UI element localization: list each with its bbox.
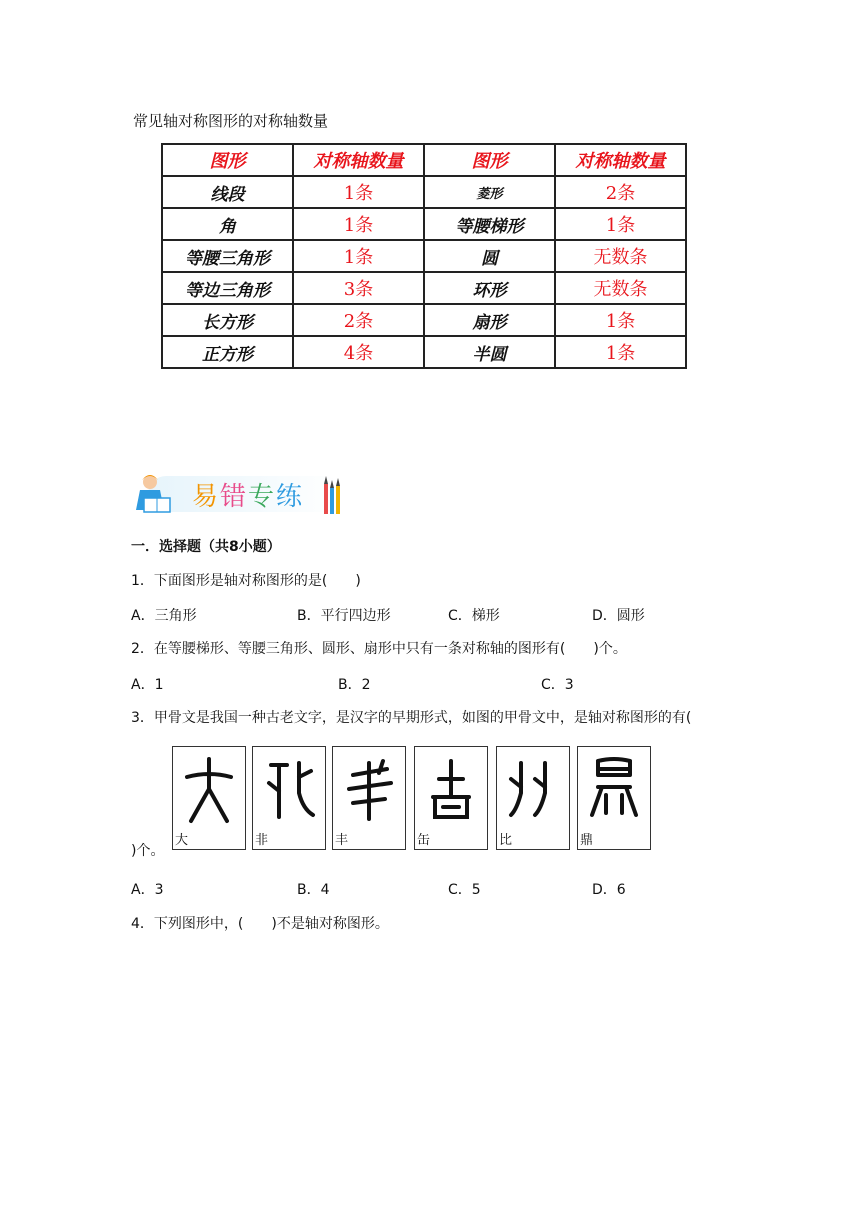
question-2: 2．在等腰梯形、等腰三角形、圆形、扇形中只有一条对称轴的图形有( )个。 (131, 641, 627, 657)
table-row (162, 240, 686, 272)
glyph-card (252, 746, 326, 850)
glyph-label: 缶 (417, 833, 431, 848)
table-row (162, 304, 686, 336)
axis-count: 2条 (555, 176, 686, 208)
banner-char: 错 (220, 482, 249, 512)
section-heading: 一．选择题（共8小题） (131, 539, 281, 555)
practice-banner (130, 470, 342, 518)
q1-option-c[interactable]: C．梯形 (448, 608, 500, 624)
q3-option-d[interactable]: D．6 (592, 882, 626, 898)
header-cell: 对称轴数量 (555, 144, 686, 176)
question-4: 4．下列图形中，( )不是轴对称图形。 (131, 916, 389, 932)
shape-name: 角 (162, 208, 293, 240)
glyph-label: 非 (255, 833, 269, 848)
question-1: 1．下面图形是轴对称图形的是( ) (131, 573, 361, 589)
glyph-card (414, 746, 488, 850)
glyph-fei-icon (259, 753, 319, 827)
axis-count: 1条 (555, 208, 686, 240)
axis-count: 无数条 (555, 272, 686, 304)
shape-name: 环形 (424, 272, 555, 304)
shape-name: 菱形 (424, 176, 555, 208)
glyph-card (577, 746, 651, 850)
glyph-label: 丰 (335, 833, 349, 848)
shape-name: 等边三角形 (162, 272, 293, 304)
axis-count: 2条 (293, 304, 424, 336)
shape-name: 半圆 (424, 336, 555, 368)
q1-option-a[interactable]: A．三角形 (131, 608, 197, 624)
axis-count: 1条 (555, 304, 686, 336)
banner-char: 易 (192, 482, 221, 512)
banner-char: 专 (248, 482, 277, 512)
table-header-row (162, 144, 686, 176)
glyph-fou-icon (421, 753, 481, 827)
glyph-card (496, 746, 570, 850)
table-row (162, 272, 686, 304)
glyph-label: 鼎 (580, 833, 594, 848)
intro-text: 常见轴对称图形的对称轴数量 (133, 112, 329, 130)
q1-option-b[interactable]: B．平行四边形 (297, 608, 391, 624)
glyph-label: 大 (175, 833, 189, 848)
q2-option-b[interactable]: B．2 (338, 677, 371, 693)
symmetry-axes-table (161, 143, 687, 369)
shape-name: 线段 (162, 176, 293, 208)
shape-name: 正方形 (162, 336, 293, 368)
q2-option-c[interactable]: C．3 (541, 677, 574, 693)
shape-name: 扇形 (424, 304, 555, 336)
reading-girl-icon (130, 470, 176, 518)
q3-option-c[interactable]: C．5 (448, 882, 481, 898)
question-3-tail: )个。 (131, 843, 165, 859)
header-cell: 图形 (424, 144, 555, 176)
axis-count: 1条 (555, 336, 686, 368)
banner-char: 练 (276, 482, 305, 512)
axis-count: 4条 (293, 336, 424, 368)
table-row (162, 336, 686, 368)
glyph-bi-icon (503, 753, 563, 827)
shape-name: 长方形 (162, 304, 293, 336)
glyph-label: 比 (499, 833, 513, 848)
axis-count: 3条 (293, 272, 424, 304)
q3-option-a[interactable]: A．3 (131, 882, 164, 898)
q1-option-d[interactable]: D．圆形 (592, 608, 645, 624)
table-row (162, 176, 686, 208)
glyph-feng-icon (339, 753, 399, 827)
axis-count: 1条 (293, 176, 424, 208)
header-cell: 图形 (162, 144, 293, 176)
table-row (162, 208, 686, 240)
q2-option-a[interactable]: A．1 (131, 677, 164, 693)
question-3: 3．甲骨文是我国一种古老文字，是汉字的早期形式，如图的甲骨文中，是轴对称图形的有( (131, 710, 692, 726)
axis-count: 1条 (293, 240, 424, 272)
axis-count: 1条 (293, 208, 424, 240)
axis-count: 无数条 (555, 240, 686, 272)
glyph-da-icon (179, 753, 239, 827)
glyph-card (172, 746, 246, 850)
shape-name: 圆 (424, 240, 555, 272)
q3-option-b[interactable]: B．4 (297, 882, 330, 898)
glyph-card (332, 746, 406, 850)
shape-name: 等腰三角形 (162, 240, 293, 272)
glyph-ding-icon (584, 753, 644, 827)
header-cell: 对称轴数量 (293, 144, 424, 176)
shape-name: 等腰梯形 (424, 208, 555, 240)
pencils-icon (322, 476, 342, 516)
